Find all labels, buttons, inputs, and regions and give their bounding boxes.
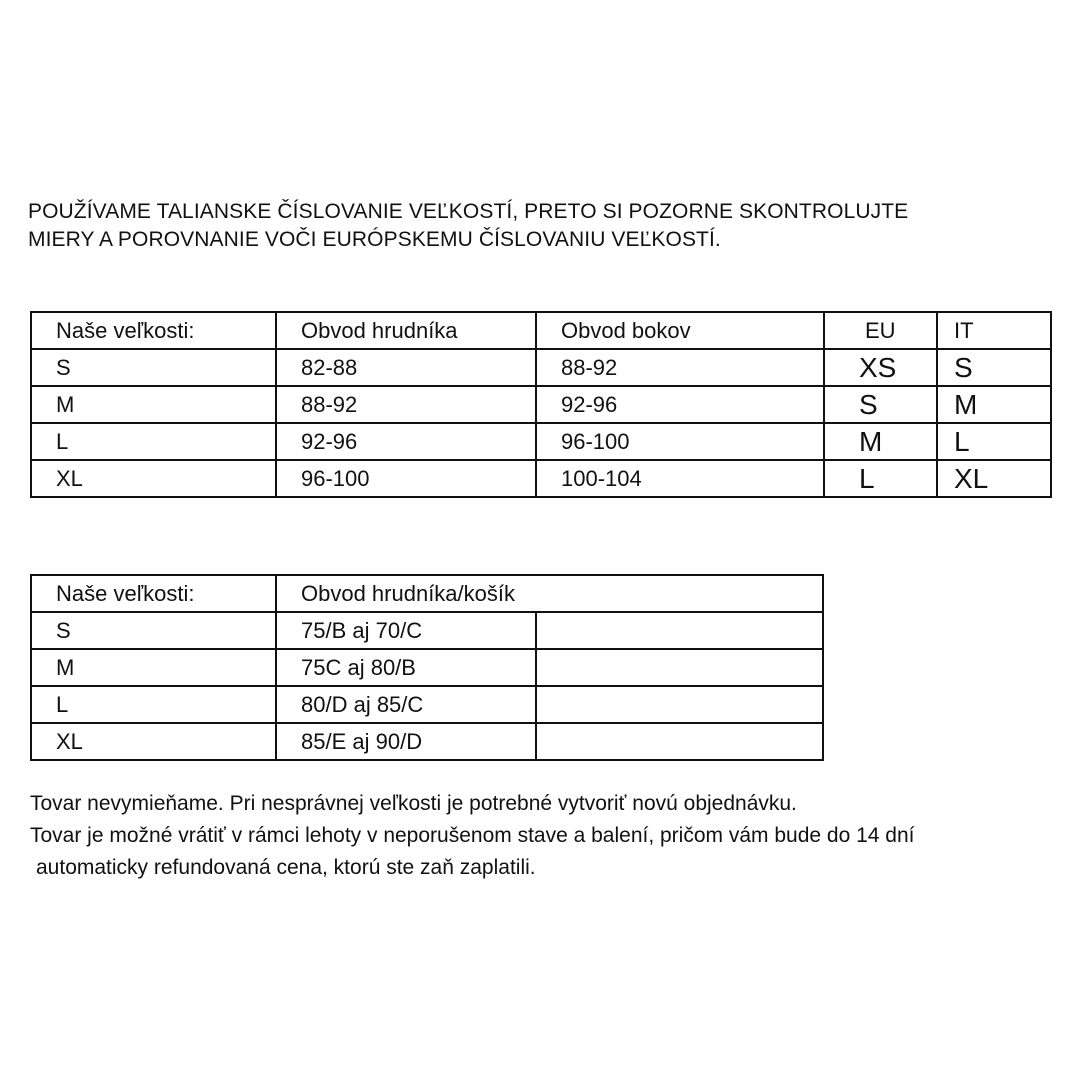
it-cell: L [937, 423, 1051, 460]
chest-cell: 96-100 [276, 460, 536, 497]
size-cell: L [31, 423, 276, 460]
size-cell: XL [31, 723, 276, 760]
table-row [31, 460, 1051, 497]
size-table-main [30, 311, 1052, 498]
footer-line-2: Tovar je možné vrátiť v rámci lehoty v neporušenom stave a balení, pričom vám bude do 14 dní [30, 824, 915, 847]
size-cell: XL [31, 460, 276, 497]
header-chest: Obvod hrudníka [276, 312, 536, 349]
hips-cell: 88-92 [536, 349, 824, 386]
header-our-sizes: Naše veľkosti: [31, 575, 276, 612]
hips-cell: 96-100 [536, 423, 824, 460]
eu-cell: L [824, 460, 937, 497]
chest-cell: 92-96 [276, 423, 536, 460]
size-table-cup [30, 574, 824, 761]
empty-cell [536, 686, 823, 723]
header-our-sizes: Naše veľkosti: [31, 312, 276, 349]
header-hips: Obvod bokov [536, 312, 824, 349]
empty-cell [536, 612, 823, 649]
intro-notice [28, 198, 1028, 254]
table-row [31, 686, 823, 723]
header-eu: EU [824, 312, 937, 349]
header-it: IT [937, 312, 1051, 349]
table-header-row [31, 312, 1051, 349]
eu-cell: XS [824, 349, 937, 386]
size-cell: L [31, 686, 276, 723]
intro-line-1: POUŽÍVAME TALIANSKE ČÍSLOVANIE VEĽKOSTÍ, PRETO SI POZORNE SKONTROLUJTE [28, 200, 909, 223]
chest-cell: 88-92 [276, 386, 536, 423]
table-row [31, 723, 823, 760]
eu-cell: S [824, 386, 937, 423]
footer-line-3: automaticky refundovaná cena, ktorú ste zaň zaplatili. [36, 856, 536, 879]
table-row [31, 649, 823, 686]
footer-line-1: Tovar nevymieňame. Pri nesprávnej veľkosti je potrebné vytvoriť novú objednávku. [30, 792, 797, 815]
table-row [31, 612, 823, 649]
chest-cup-cell: 75C aj 80/B [276, 649, 536, 686]
it-cell: XL [937, 460, 1051, 497]
table-header-row [31, 575, 823, 612]
header-chest-cup: Obvod hrudníka/košík [276, 575, 823, 612]
chest-cell: 82-88 [276, 349, 536, 386]
chest-cup-cell: 85/E aj 90/D [276, 723, 536, 760]
size-cell: M [31, 386, 276, 423]
table-row [31, 349, 1051, 386]
table-row [31, 386, 1051, 423]
empty-cell [536, 723, 823, 760]
size-cell: S [31, 349, 276, 386]
hips-cell: 100-104 [536, 460, 824, 497]
return-policy-notice [30, 788, 1060, 884]
chest-cup-cell: 80/D aj 85/C [276, 686, 536, 723]
hips-cell: 92-96 [536, 386, 824, 423]
size-cell: M [31, 649, 276, 686]
eu-cell: M [824, 423, 937, 460]
intro-line-2: MIERY A POROVNANIE VOČI EURÓPSKEMU ČÍSLOVANIU VEĽKOSTÍ. [28, 228, 721, 251]
empty-cell [536, 649, 823, 686]
size-cell: S [31, 612, 276, 649]
table-row [31, 423, 1051, 460]
it-cell: S [937, 349, 1051, 386]
chest-cup-cell: 75/B aj 70/C [276, 612, 536, 649]
it-cell: M [937, 386, 1051, 423]
